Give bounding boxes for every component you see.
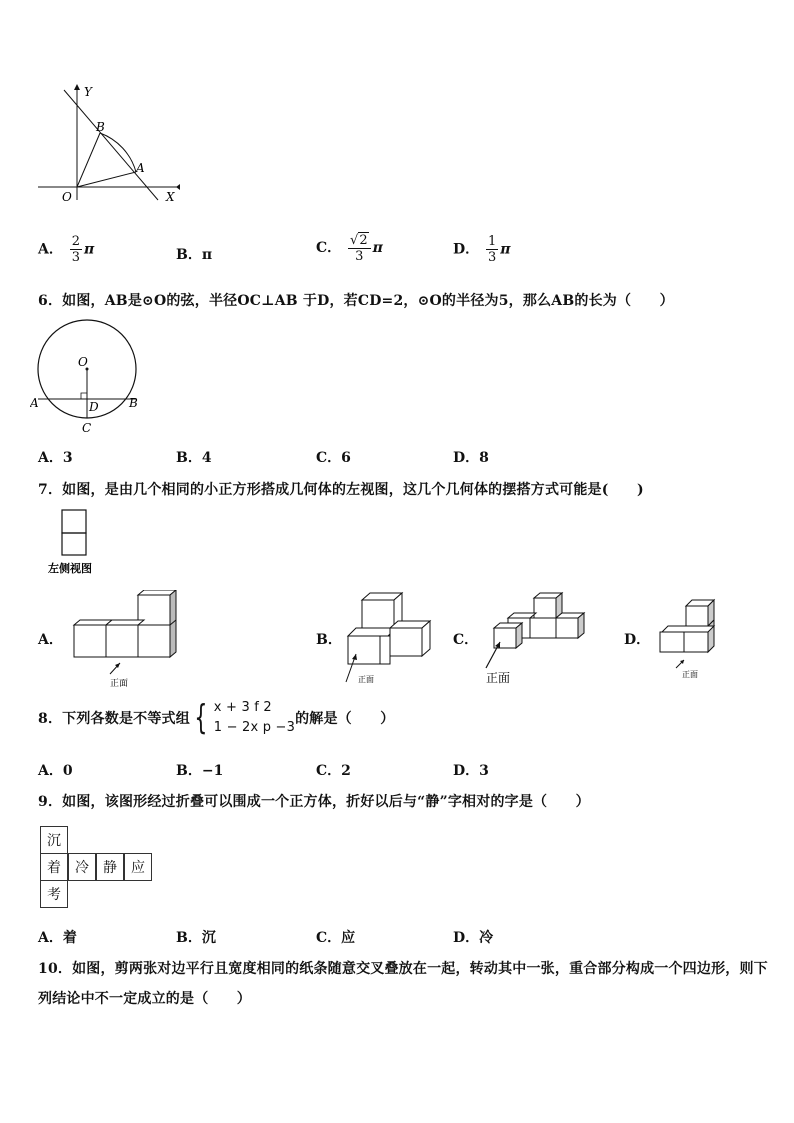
point-b-label: B <box>129 396 138 410</box>
net-cell-left: 着 <box>40 853 68 881</box>
q5-option-d <box>453 234 511 265</box>
q7-option-d-figure <box>652 594 732 684</box>
net-cell-top: 沉 <box>40 826 68 854</box>
q5-coordinate-figure <box>30 80 190 210</box>
option-text: π <box>201 247 213 263</box>
q7-option-d-letter: D． <box>624 632 651 648</box>
point-a-label: A <box>30 396 39 410</box>
q10-question-line-1: 10．如图，剪两张对边平行且宽度相同的纸条随意交叉叠放在一起，转动其中一张，重合部分构成一个四边形，则下 <box>38 961 768 977</box>
option-letter: D． <box>453 241 480 258</box>
q7-option-c-figure <box>478 590 588 690</box>
option-letter: A． <box>38 241 63 258</box>
inequality-system <box>190 698 295 738</box>
q6-option-a: A．3 <box>38 450 73 466</box>
denominator: 3 <box>71 250 81 265</box>
inequality-line-2: 1 − 2x p −3 <box>213 720 296 735</box>
left-view-caption: 左侧视图 <box>48 562 92 575</box>
net-cell-2: 冷 <box>68 853 96 881</box>
q9-option-b: B．沉 <box>176 930 216 946</box>
q5-option-a <box>38 234 94 265</box>
fraction <box>486 234 498 265</box>
q8-question <box>38 698 394 738</box>
option-letter: B． <box>176 247 202 263</box>
fraction <box>348 232 371 264</box>
net-cell-4: 应 <box>124 853 152 881</box>
q9-question-text: 9．如图，该图形经过折叠可以围成一个正方体，折好以后与“静”字相对的字是（ ） <box>38 794 590 810</box>
point-b-label: B <box>96 120 105 134</box>
point-d-label: D <box>89 400 99 414</box>
q6-option-c: C．6 <box>316 450 351 466</box>
front-caption: 正面 <box>682 670 698 679</box>
q8-option-b: B．−1 <box>176 763 224 779</box>
q8-option-a: A．0 <box>38 763 73 779</box>
q10-question-line-2: 列结论中不一定成立的是（ ） <box>38 991 251 1007</box>
pi-symbol: π <box>500 241 511 258</box>
fraction <box>70 234 82 265</box>
front-caption: 正面 <box>486 671 511 685</box>
q8-option-c: C．2 <box>316 763 351 779</box>
radicand: 2 <box>359 233 368 248</box>
q9-option-d: D．冷 <box>453 930 494 946</box>
point-c-label: C <box>82 421 92 435</box>
inequality-line-1: x + 3 f 2 <box>213 700 272 715</box>
q7-option-a-figure <box>68 590 188 690</box>
q7-option-b-letter: B． <box>316 632 342 648</box>
origin-label: O <box>62 190 72 204</box>
denominator: 3 <box>488 250 497 265</box>
q6-option-d: D．8 <box>453 450 489 466</box>
front-caption: 正面 <box>110 679 129 689</box>
q7-left-view-figure <box>46 508 106 578</box>
q9-option-a: A．着 <box>38 930 77 946</box>
denominator: 3 <box>355 249 364 264</box>
numerator: 2 <box>71 234 81 249</box>
q7-option-c-letter: C． <box>453 632 479 648</box>
q5-option-b <box>176 244 212 264</box>
x-axis-label: X <box>166 190 175 204</box>
pi-symbol: π <box>84 241 95 258</box>
q5-option-c <box>316 232 383 264</box>
q7-question-text: 7．如图，是由几个相同的小正方形搭成几何体的左视图，这几个几何体的摆搭方式可能是( ) <box>38 482 644 498</box>
q9-option-c: C．应 <box>316 930 356 946</box>
sqrt-symbol: √ 2 <box>350 233 368 248</box>
y-axis-label: Y <box>84 85 92 99</box>
brace-icon: { <box>194 698 208 738</box>
numerator: 1 <box>488 234 497 249</box>
q6-question-text: 6．如图，AB是⊙O的弦，半径OC⊥AB 于D，若CD=2，⊙O的半径为5，那么AB的长为（ ） <box>38 293 674 309</box>
point-a-label: A <box>136 161 145 175</box>
q8-suffix: 的解是（ ） <box>295 711 395 727</box>
pi-symbol: π <box>372 240 383 256</box>
q8-prefix: 8．下列各数是不等式组 <box>38 711 190 727</box>
center-o-label: O <box>78 355 88 369</box>
q8-option-d: D．3 <box>453 763 489 779</box>
net-cell-bottom: 考 <box>40 880 68 908</box>
q6-option-b: B．4 <box>176 450 212 466</box>
front-caption: 正面 <box>358 675 374 684</box>
net-cell-3: 静 <box>96 853 124 881</box>
option-letter: C． <box>316 240 342 256</box>
q7-option-a-letter: A． <box>38 632 63 648</box>
q6-circle-figure <box>30 318 145 436</box>
q7-option-b-figure <box>340 590 440 690</box>
